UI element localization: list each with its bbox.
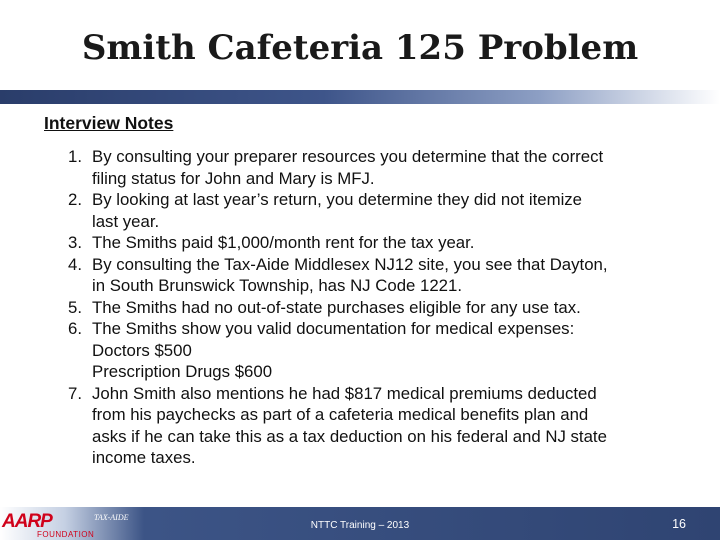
list-item-text: filing status for John and Mary is MFJ.	[92, 168, 375, 188]
tax-aide-label: TAX-AIDE	[94, 513, 129, 522]
notes-heading: Interview Notes	[44, 113, 174, 133]
list-item	[68, 318, 694, 383]
list-item-text: By consulting your preparer resources you determine that the correct	[92, 147, 604, 166]
footer-training-label: NTTC Training – 2013	[310, 520, 410, 531]
list-item-text: from his paychecks as part of a cafeteria medical benefits plan and	[92, 405, 589, 424]
list-item-text: Doctors $500	[92, 340, 192, 360]
notes-list	[44, 146, 694, 469]
list-item-text: last year.	[92, 211, 160, 231]
list-item-text: John Smith also mentions he had $817 medical premiums deducted	[92, 383, 597, 403]
list-item-number: 7.	[68, 383, 82, 403]
list-item	[68, 254, 694, 297]
list-item	[68, 146, 694, 189]
list-item-number: 1.	[68, 147, 82, 166]
list-item-text: in South Brunswick Township, has NJ Code 1221.	[92, 276, 463, 295]
list-item-number: 3.	[68, 233, 82, 252]
list-item-text: asks if he can take this as a tax deduction on his federal and NJ state	[92, 426, 607, 446]
interview-notes	[44, 113, 694, 469]
list-item-text: By consulting the Tax-Aide Middlesex NJ12 site, you see that Dayton,	[92, 254, 608, 274]
list-item-text: The Smiths paid $1,000/month rent for the tax year.	[92, 233, 475, 252]
list-item-number: 2.	[68, 190, 82, 209]
list-item-text: The Smiths had no out-of-state purchases eligible for any use tax.	[92, 297, 581, 317]
list-item	[68, 189, 694, 232]
list-item-number: 4.	[68, 254, 82, 274]
list-item	[68, 232, 694, 254]
list-item-text: income taxes.	[92, 448, 196, 467]
list-item-number: 6.	[68, 319, 82, 338]
aarp-foundation-label: FOUNDATION	[37, 530, 95, 539]
list-item-number: 5.	[68, 297, 82, 317]
aarp-logo: AARP	[2, 511, 52, 532]
title-divider-band	[0, 90, 720, 104]
list-item	[68, 297, 694, 319]
list-item-text: By looking at last year’s return, you determine they did not itemize	[92, 190, 583, 209]
slide-title: Smith Cafeteria 125 Problem	[81, 28, 639, 68]
list-item	[68, 383, 694, 469]
list-item-text: The Smiths show you valid documentation for medical expenses:	[92, 319, 575, 338]
list-item-text: Prescription Drugs $600	[92, 362, 273, 381]
page-number: 16	[672, 517, 686, 531]
